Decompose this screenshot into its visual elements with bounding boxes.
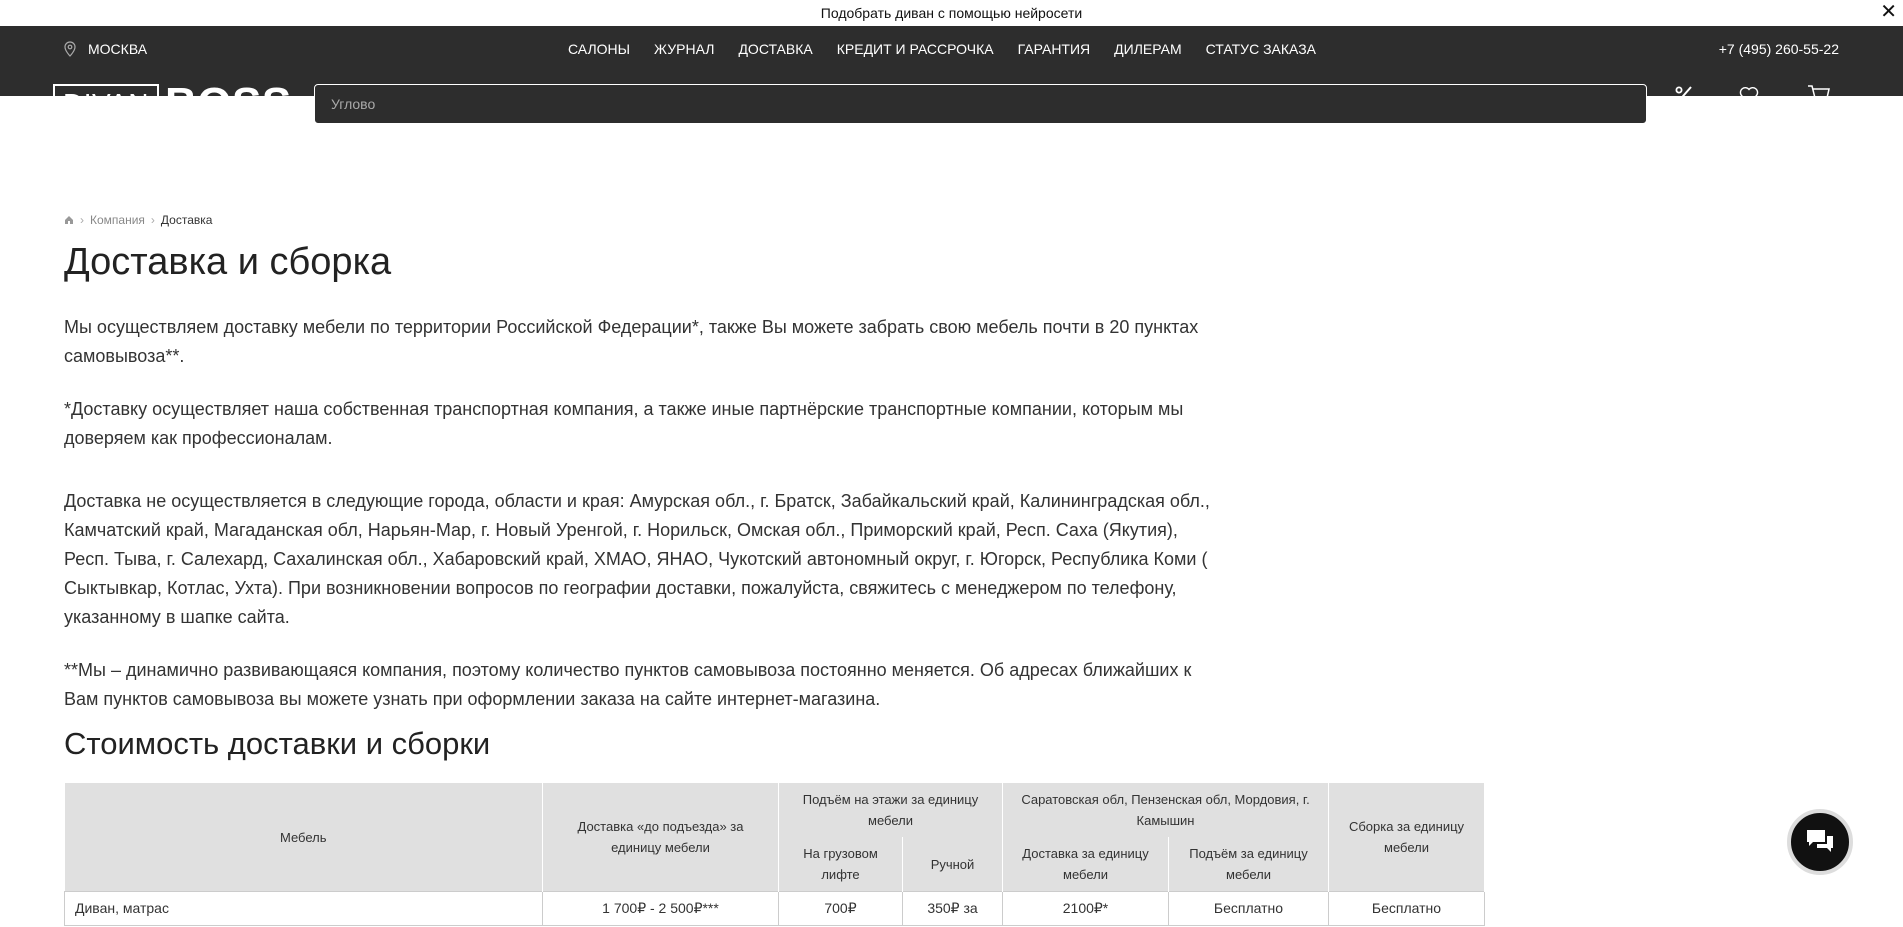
cat-poufs[interactable]: ПУФЫ (1719, 152, 1767, 169)
header-region-delivery: Доставка за единицу мебели (1003, 837, 1169, 892)
table-cell: 700₽ (779, 892, 903, 926)
chat-icon (1805, 828, 1835, 856)
cat-armchairs[interactable]: КРЕСЛА (1616, 152, 1679, 169)
cat-beds[interactable]: КРОВАТИ (546, 152, 620, 169)
location-pin-icon (64, 41, 76, 57)
cat-chairs[interactable]: СТУЛЬЯ (1513, 152, 1577, 169)
top-links (568, 41, 1340, 57)
header-lift-group: Подъём на этажи за единицу мебели (779, 783, 1003, 837)
section-title: Стоимость доставки и сборки (64, 726, 491, 761)
paragraph-transport: *Доставку осуществляет наша собственная транспортная компания, а также иные партнёрские транспортные компании, которым мы доверяем как профессионалам. (64, 399, 1184, 448)
header-region-group: Саратовская обл, Пензенская обл, Мордовия, г. Камышин (1003, 783, 1329, 837)
header-delivery: Доставка «до подъезда» за единицу мебели (543, 783, 779, 892)
cat-dressers[interactable]: КОМОДЫ (1080, 152, 1153, 169)
logo-text: BOSS (165, 79, 292, 128)
top-link-delivery[interactable]: ДОСТАВКА (738, 41, 813, 57)
paragraph-pickup: **Мы – динамично развивающаяся компания, поэтому количество пунктов самовывоза постоянно меняется. Об адресах ближайших к Вам пунктов самовывоза вы можете узнать при оформлении заказа на сайте интернет-магазина. (64, 660, 1192, 709)
cat-wardrobes[interactable]: ШКАФЫ (881, 152, 943, 169)
header-region-lift: Подъём за единицу мебели (1169, 837, 1329, 892)
header-lift-manual: Ручной (903, 837, 1003, 892)
table-cell: 2100₽* (1003, 892, 1169, 926)
cat-liquidation[interactable]: ЛИКВИДАЦИЯ МЕБЕЛИ (216, 152, 398, 169)
breadcrumb-company[interactable]: Компания (90, 213, 145, 227)
logo-box-text: DIVAN (53, 84, 159, 124)
cart-icon (1807, 84, 1831, 106)
table-cell: 350₽ за (903, 892, 1003, 926)
top-link-journal[interactable]: ЖУРНАЛ (654, 41, 715, 57)
cat-nightstands[interactable]: ТУМБЫ (982, 152, 1041, 169)
chat-button[interactable] (1787, 809, 1853, 875)
header-furniture: Мебель (65, 783, 543, 892)
percent-icon (1673, 84, 1695, 106)
city-label: МОСКВА (88, 41, 148, 57)
delivery-cost-table (64, 783, 1485, 926)
home-icon[interactable] (64, 215, 74, 225)
category-nav (64, 152, 1806, 170)
promo-button[interactable] (1670, 84, 1698, 119)
cart-label: Корзина (1800, 108, 1839, 119)
table-cell: Бесплатно (1169, 892, 1329, 926)
table-cell: Диван, матрас (65, 892, 543, 926)
breadcrumb-separator: › (80, 213, 84, 227)
paragraph-intro: Мы осуществляем доставку мебели по территории Российской Федерации*, также Вы можете забрать свою мебель почти в 20 пунктах самовывоза**. (64, 317, 1199, 366)
favorites-label: Избранное (1724, 108, 1775, 119)
promo-text[interactable]: Подобрать диван с помощью нейросети (820, 5, 1083, 21)
top-link-order-status[interactable]: СТАТУС ЗАКАЗА (1205, 41, 1316, 57)
promo-banner[interactable] (0, 0, 1903, 26)
top-link-salons[interactable]: САЛОНЫ (568, 41, 631, 57)
cat-sofas[interactable]: ДИВАНЫ (437, 152, 507, 169)
phone-link[interactable]: +7 (495) 260-55-22 (1718, 41, 1839, 57)
top-link-credit[interactable]: КРЕДИТ И РАССРОЧКА (836, 41, 994, 57)
heart-icon (1738, 84, 1760, 106)
header-lift-freight: На грузовом лифте (779, 837, 903, 892)
cat-sale[interactable]: РАСПРОДАЖА (64, 152, 177, 169)
city-selector[interactable] (64, 41, 147, 57)
breadcrumb (64, 213, 212, 227)
cat-mattresses[interactable]: МАТРАСЫ (659, 152, 738, 169)
top-link-dealers[interactable]: ДИЛЕРАМ (1114, 41, 1182, 57)
favorites-button[interactable] (1724, 84, 1775, 119)
paragraph-restrictions: Доставка не осуществляется в следующие города, области и края: Амурская обл., г. Братск, Забайкальский край, Калининградская обл., Камчатский край, Магаданская обл, Нарьян-Мар, г. Новый Уренгой, г. Норильск, Омская обл., Приморский край, Респ. Саха (Якутия), Респ. Тыва, г. Салехард, Сахалинская обл., Хабаровский край, ХМАО, ЯНАО, Чукотский автономный округ, г. Югорск, Республика Коми ( Сыктывкар, Котлас, Ухта). При возникновении вопросов по географии доставки, пожалуйста, свяжитесь с менеджером по телефону, указанному в шапке сайта. (64, 491, 1210, 627)
search-input[interactable] (314, 84, 1647, 124)
promo-label: Акции (1670, 108, 1698, 119)
breadcrumb-current: Доставка (160, 213, 213, 227)
cat-sleep-accessories[interactable]: АКСЕССУАРЫ ДЛЯ СНА (1192, 152, 1377, 169)
table-row (65, 892, 1485, 926)
header-assembly: Сборка за единицу мебели (1329, 783, 1485, 892)
breadcrumb-separator: › (150, 213, 155, 227)
table-cell: 1 700₽ - 2 500₽*** (543, 892, 779, 926)
page-content (64, 313, 1214, 738)
top-link-warranty[interactable]: ГАРАНТИЯ (1017, 41, 1091, 57)
table-cell: Бесплатно (1329, 892, 1485, 926)
cart-button[interactable] (1800, 84, 1838, 119)
cat-walls[interactable]: СТЕНКИ (777, 152, 842, 169)
close-icon[interactable]: ✕ (1880, 1, 1897, 23)
logo[interactable] (53, 79, 292, 128)
page-title: Доставка и сборка (64, 241, 392, 283)
cat-tables[interactable]: СТОЛЫ (1416, 152, 1474, 169)
